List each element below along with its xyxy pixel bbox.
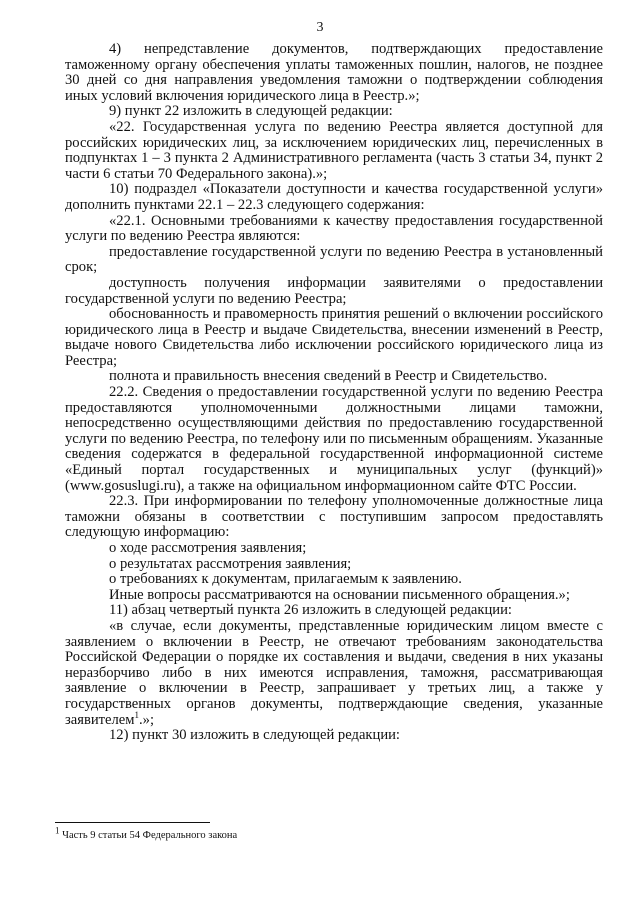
paragraph: 4) непредставление документов, подтверждающих предоставление таможенному органу обеспечения уплаты таможенных пошлин, налогов, не позднее 30 дней со дня направления уведомления таможни о подтверждении соблюдения иных условий включения юридического лица в Реестр.»; — [65, 41, 603, 104]
footnote-text: Часть 9 статьи 54 Федерального закона — [59, 830, 238, 841]
paragraph: 12) пункт 30 изложить в следующей редакции: — [109, 727, 400, 744]
paragraph-text: «в случае, если документы, представленные юридическим лицом вместе с заявлением о включении в Реестр, не отвечают требованиям законодательства Российской Федерации о порядке их составления и выдачи, сведения в них указаны неразборчиво либо в них имеются исправления, таможня, рассматривающая заявление о включении в Реестр, запрашивает у третьих лиц, а также у государственных органов документы, подтверждающие сведения, указанные заявителем — [65, 617, 603, 728]
footnote-divider — [55, 822, 210, 823]
paragraph: 9) пункт 22 изложить в следующей редакции: — [109, 103, 393, 120]
paragraph: полнота и правильность внесения сведений в Реестр и Свидетельство. — [109, 368, 548, 385]
footnote-reference: 1 — [134, 709, 140, 720]
paragraph: «22. Государственная услуга по ведению Реестра является доступной для российских юридических лиц, за исключением юридических лиц, перечисленных в подпунктах 1 – 3 пункта 2 Административного регламента (часть 3 статьи 34, пункт 2 части 6 статьи 70 Федерального закона).»; — [65, 118, 603, 182]
paragraph: 10) подраздел «Показатели доступности и качества государственной услуги» дополнить пунктами 22.1 – 22.3 следующего содержания: — [65, 181, 603, 213]
page-number: 3 — [316, 20, 324, 35]
paragraph: о требованиях к документам, прилагаемым к заявлению. — [109, 571, 462, 588]
paragraph-with-footnote — [65, 619, 603, 728]
paragraph: 11) абзац четвертый пункта 26 изложить в следующей редакции: — [109, 602, 512, 619]
footnote-mark: 1 — [55, 825, 60, 836]
paragraph: предоставление государственной услуги по ведению Реестра в установленный срок; — [65, 243, 603, 276]
paragraph: доступность получения информации заявителями о предоставлении государственной услуги по ведению Реестра; — [65, 274, 603, 307]
body-text — [65, 42, 603, 744]
paragraph: 22.2. Сведения о предоставлении государственной услуги по ведению Реестра предоставляются уполномоченными должностными лицами таможни, непосредственно осуществляющими действия по предоставлению государственной услуги по ведению Реестра, по телефону или по письменным обращениям. Указанные сведения содержатся в федеральной государственной информационной системе «Единый портал государственных и муниципальных услуг (функций)» (www.gosuslugi.ru), а также на официальном информационном сайте ФТС России. — [65, 384, 603, 494]
footnote — [55, 825, 238, 842]
paragraph: «22.1. Основными требованиями к качеству предоставления государственной услуги по ведению Реестра являются: — [65, 212, 603, 245]
paragraph: о ходе рассмотрения заявления; — [109, 540, 307, 556]
paragraph: 22.3. При информировании по телефону уполномоченные должностные лица таможни обязаны в соответствии с поступившим запросом предоставлять следующую информацию: — [65, 493, 603, 541]
paragraph: обоснованность и правомерность принятия решений о включении российского юридического лица в Реестр и выдаче Свидетельства, внесении изменений в Реестр, выдаче нового Свидетельства либо исключении российского юридического лица из Реестра; — [65, 306, 603, 369]
paragraph: о результатах рассмотрения заявления; — [109, 555, 352, 572]
paragraph: Иные вопросы рассматриваются на основании письменного обращения.»; — [109, 586, 570, 603]
paragraph-tail: .»; — [139, 711, 155, 728]
